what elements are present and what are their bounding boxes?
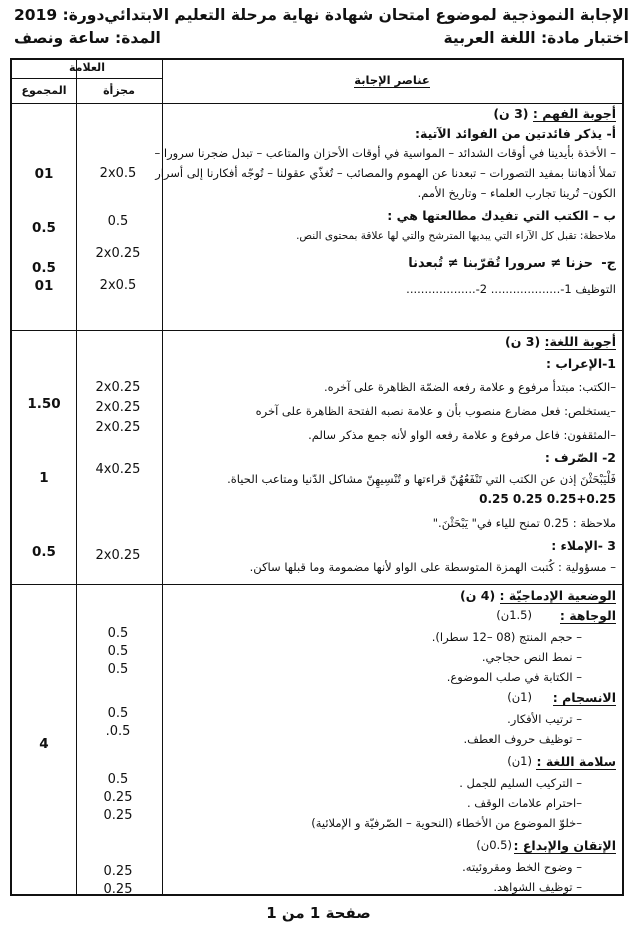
section2-total: 0.5 <box>32 544 56 560</box>
section2-total: 1.50 <box>27 396 61 412</box>
header-row-divider <box>12 103 622 104</box>
section1-title: أجوبة الفهم : (3 ن) <box>493 106 616 121</box>
section3-mark: 0.5 <box>107 626 129 641</box>
section3-salama-points: (1ن) <box>507 754 532 768</box>
section1-total: 0.5 <box>32 260 56 276</box>
section3-mark: 0.5 <box>107 644 129 659</box>
section3-item: – نمط النص حجاجي. <box>481 650 582 664</box>
section2-line: –الكتب: مبتدأ مرفوع و علامة رفعه الضمّة الظاهرة على آخره. <box>324 380 616 394</box>
section1-b-label: ب – الكتب التي تفيدك مطالعتها هي : <box>387 208 616 223</box>
section3-mark: 0.25 <box>103 808 133 823</box>
section2-sarf: 2- الصّرف : <box>544 450 616 465</box>
answer-table <box>10 58 624 896</box>
section2-imla: 3 -الإملاء : <box>551 538 616 553</box>
section3-wajaha: الوجاهة : <box>559 608 616 623</box>
col-total-header: المجموع <box>21 84 67 97</box>
section2-mark: 2x0.25 <box>95 380 141 395</box>
section3-item: – الكتابة في صلب الموضوع. <box>446 670 582 684</box>
section1-usage: التوظيف 1-................... 2-................... <box>406 282 616 296</box>
section1-a-line: – الأخذة بأيدينا في أوقات الشدائد – المواسية في أوقات الأحزان والمتاعب – تبدل ضجرنا سرورا – <box>154 146 616 160</box>
section1-note: ملاحظة: تقبل كل الآراء التي يبديها المترشح والتي لها علاقة بمحتوى النص. <box>296 230 616 242</box>
section3-item: – توظيف حروف العطف. <box>463 732 582 746</box>
section3-item: –احترام علامات الوقف . <box>466 796 582 810</box>
header-title-line1: الإجابة النموذجية لموضوع امتحان شهادة نهاية مرحلة التعليم الابتدائي <box>104 6 629 24</box>
section2-line: –المثقفون: فاعل مرفوع و علامة رفعه الواو لأنه جمع مذكر سالم. <box>308 428 616 442</box>
grade-header-divider <box>12 78 162 79</box>
section3-title: الوضعية الإدماجيّة : (4 ن) <box>460 588 616 603</box>
section3-mark: .0.5 <box>105 724 131 739</box>
section2-sarf-note: ملاحظة : 0.25 تمنح للياء في" يَبْحَثْنَ." <box>432 516 616 530</box>
section2-sarf-line: فَلْيَبْحَثْنَ إذن عن الكتب التي تَنْفَعُهُنّ قراءتها و تُنْسِيهِنّ مشاكل الدّنيا ومتاعب الحياة. <box>227 472 616 486</box>
section3-mark: 0.5 <box>107 772 129 787</box>
section3-itqan-points: (0.5ن) <box>476 838 512 852</box>
section3-salama: سلامة اللغة : <box>536 754 616 769</box>
section3-mark: 0.5 <box>107 662 129 677</box>
header-title-line2: اختبار مادة: اللغة العربية <box>443 29 629 47</box>
section1-total: 01 <box>34 278 54 294</box>
section3-item: – التركيب السليم للجمل . <box>459 776 582 790</box>
section3-mark: 0.25 <box>103 864 133 879</box>
section3-item: – حجم المنتج (08 –12 سطرا). <box>431 630 582 644</box>
col-divider-partial <box>162 60 163 894</box>
section2-total: 1 <box>39 470 49 486</box>
section1-a-label: أ- يذكر فائدتين من الفوائد الآتية: <box>415 126 616 141</box>
col-answers-header: عناصر الإجابة <box>354 73 430 87</box>
section2-i3rab: 1-الإعراب : <box>546 356 616 371</box>
col-partial-header: مجزأة <box>103 84 135 97</box>
col-divider-total <box>76 60 77 894</box>
section3-total: 4 <box>39 736 49 752</box>
section2-sarf-scores: 0.25+0.25 0.25 0.25 <box>479 492 616 506</box>
section1-mark: 2x0.5 <box>99 166 137 181</box>
section1-a-line: الكون– تُرينا تجارب العلماء – وتاريخ الأمم. <box>417 186 616 200</box>
section3-item: – توظيف الشواهد. <box>493 880 582 894</box>
header-session: دورة: 2019 <box>14 6 105 24</box>
section1-a-line: تملأ أذهاننا بمفيد التصورات – تبعدنا عن الهموم والمصائب – تُغذّي عقولنا – تُوجّه أفكارنا إلى أسرار <box>155 166 616 180</box>
section3-itqan: الإتقان والإبداع : <box>513 838 616 853</box>
section2-divider <box>12 584 622 585</box>
section3-item: – ترتيب الأفكار. <box>507 712 582 726</box>
section2-mark: 4x0.25 <box>95 462 141 477</box>
page-number: صفحة 1 من 1 <box>266 904 371 922</box>
section2-imla-line: – مسؤولية : كُتبت الهمزة المتوسطة على الواو لأنها مضمومة وما قبلها ساكن. <box>249 560 616 574</box>
section1-total: 01 <box>34 166 54 182</box>
section1-total: 0.5 <box>32 220 56 236</box>
section2-mark: 2x0.25 <box>95 548 141 563</box>
section3-mark: 0.25 <box>103 790 133 805</box>
section3-item: –خلوّ الموضوع من الأخطاء (النحوية – الصّرفيّة و الإملائية) <box>311 816 582 830</box>
section3-mark: 0.5 <box>107 706 129 721</box>
section1-divider <box>12 330 622 331</box>
section3-insijam: الانسجام : <box>552 690 616 705</box>
section3-mark: 0.25 <box>103 882 133 897</box>
section3-item: – وضوح الخط ومقروئيته. <box>462 860 582 874</box>
section1-mark: 2x0.25 <box>95 246 141 261</box>
section3-insijam-points: (1ن) <box>507 690 532 704</box>
grade-header: العلامة <box>69 61 105 74</box>
section3-wajaha-points: (1.5ن) <box>496 608 532 622</box>
section1-mark: 2x0.5 <box>99 278 137 293</box>
section2-line: –يستخلص: فعل مضارع منصوب بأن و علامة نصبه الفتحة الظاهرة على آخره <box>255 404 616 418</box>
section2-mark: 2x0.25 <box>95 420 141 435</box>
header-duration: المدة: ساعة ونصف <box>14 29 161 47</box>
section1-mark: 0.5 <box>107 214 129 229</box>
section2-mark: 2x0.25 <box>95 400 141 415</box>
section2-title: أجوبة اللغة: (3 ن) <box>505 334 616 349</box>
section1-c: ج- حزنا ≠ سرورا تُقرّبنا ≠ تُبعدنا <box>408 256 616 271</box>
